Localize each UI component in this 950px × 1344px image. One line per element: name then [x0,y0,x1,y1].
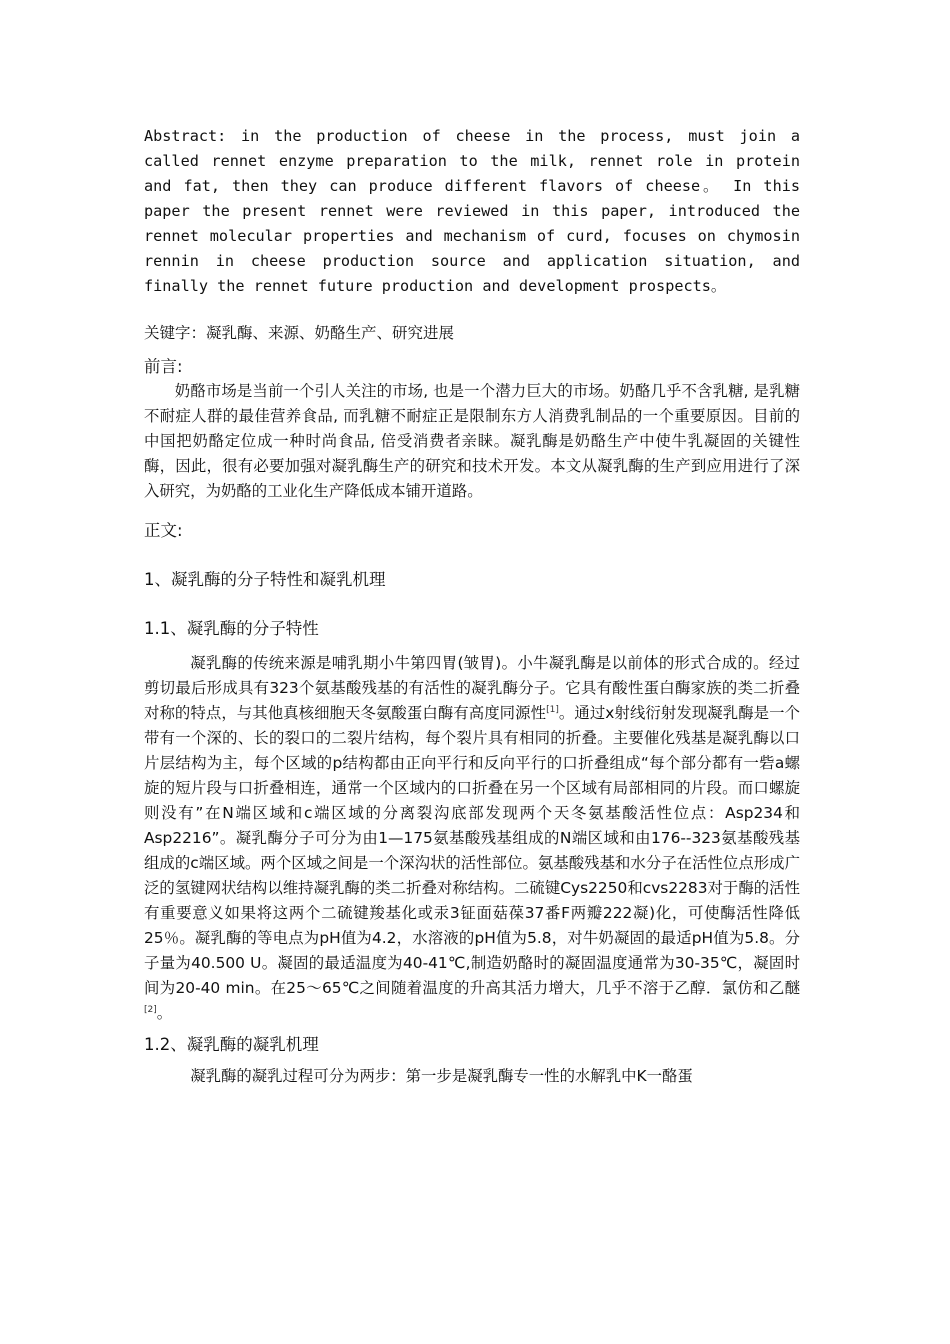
keywords-line: 关键字：凝乳酶、来源、奶酪生产、研究进展 [144,324,455,342]
citation-1[interactable]: [1] [546,704,559,715]
section-1-1-paragraph [144,651,800,1026]
section-1-2-heading: 1.2、凝乳酶的凝乳机理 [144,1035,319,1054]
section-1-1-text-a: 凝乳酶的传统来源是哺乳期小牛第四胃(皱胃)。小牛凝乳酶是以前体的形式合成的。经过剪切最后形成具有323个氨基酸残基的有活性的凝乳酶分子。它具有酸性蛋白酶家族的类二折叠对称的特点，与其他真核细胞天冬氨酸蛋白酶有高度同源性 [144,654,800,722]
body-heading: 正文: [144,521,183,540]
section-1-2-paragraph: 凝乳酶的凝乳过程可分为两步：第一步是凝乳酶专一性的水解乳中K一酪蛋 [190,1067,693,1085]
section-1-1-heading: 1.1、凝乳酶的分子特性 [144,619,319,638]
document-page [144,124,800,1089]
section-1-heading: 1、凝乳酶的分子特性和凝乳机理 [144,570,386,589]
citation-2[interactable]: [2] [144,1004,157,1015]
preface-heading: 前言: [144,357,183,376]
section-1-1-text-c: 。 [156,1004,173,1022]
section-1-1-text-b: 。通过x射线衍射发现凝乳酶是一个带有一个深的、长的裂口的二裂片结构，每个裂片具有相同的折叠。主要催化残基是凝乳酶以口片层结构为主，每个区域的p结构都由正向平行和反向平行的口折叠组成“每个部分都有一砦a螺旋的短片段与口折叠相连，通常一个区域内的口折叠在另一个区域有局部相同的片段。而口螺旋则没有”在N端区域和c端区域的分离裂沟底部发现两个天冬氨基酸活性位点：Asp234和Asp2216”。凝乳酶分子可分为由1—175氨基酸残基组成的N端区域和由176--323氨基酸残基组成的c端区域。两个区域之间是一个深沟状的活性部位。氨基酸残基和水分子在活性位点形成广泛的氢键网状结构以维持凝乳酶的类二折叠对称结构。二硫键Cys2250和cvs2283对于酶的活性有重要意义如果将这两个二硫键羧基化或汞3钲面菇葆37番F两瓣222凝)化，可使酶活性降低25％。凝乳酶的等电点为pH值为4.2，水溶液的pH值为5.8，对牛奶凝固的最适pH值为5.8。分子量为40.500 U。凝固的最适温度为40-41℃,制造奶酪时的凝固温度通常为30-35℃，凝固时间为20-40 min。在25～65℃之间随着温度的升高其活力增大，几乎不溶于乙醇．氯仿和乙醚 [144,704,800,997]
abstract-paragraph: Abstract: in the production of cheese in the process, must join a called rennet enzyme preparation to the milk, rennet role in protein and fat, then they can produce different flavors of cheese。 In this paper the present rennet were reviewed in this paper, introduced the rennet molecular properties and mechanism of curd, focuses on chymosin rennin in cheese production source and application situation, and finally the rennet future production and development prospects。 [144,127,800,295]
preface-paragraph: 奶酪市场是当前一个引人关注的市场, 也是一个潜力巨大的市场。奶酪几乎不含乳糖, 是乳糖不耐症人群的最佳营养食品, 而乳糖不耐症正是限制东方人消费乳制品的一个重要原因。目前的中国把奶酪定位成一种时尚食品, 倍受消费者亲睐。凝乳酶是奶酪生产中使牛乳凝固的关键性酶，因此，很有必要加强对凝乳酶生产的研究和技术开发。本文从凝乳酶的生产到应用进行了深入研究，为奶酪的工业化生产降低成本铺开道路。 [144,382,800,500]
